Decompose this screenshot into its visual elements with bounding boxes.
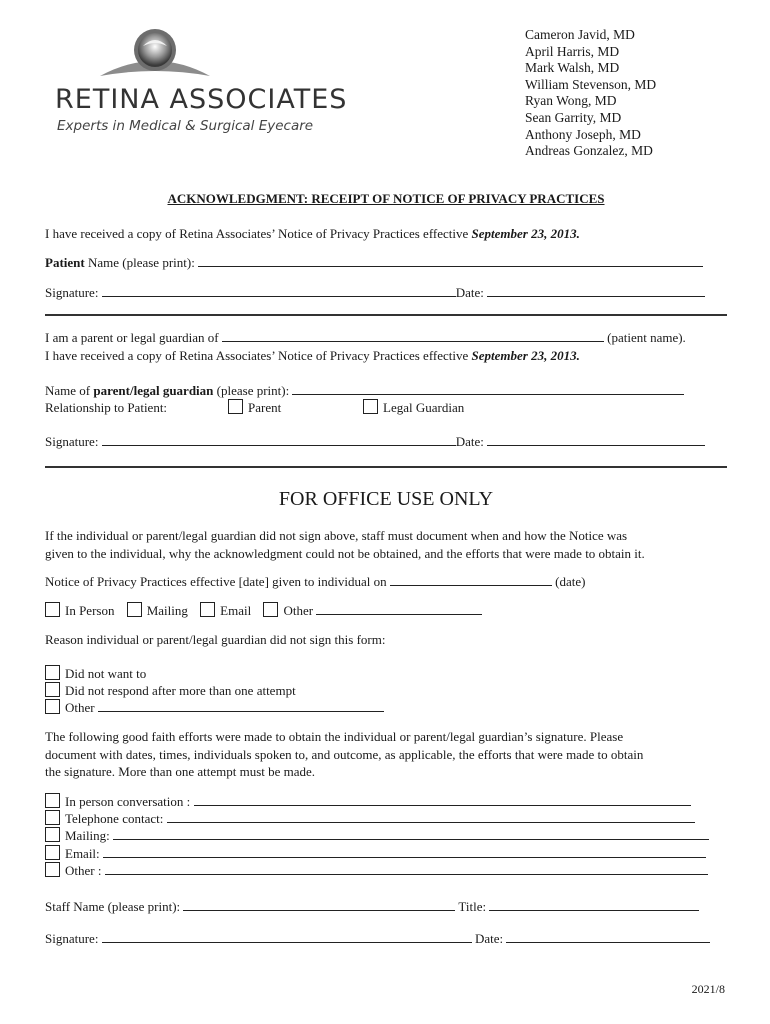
effective-date: September 23, 2013. [471, 226, 580, 241]
staff-title-field[interactable] [489, 898, 699, 911]
reason-list [45, 665, 384, 716]
notice-given-row [45, 573, 585, 590]
mailing-checkbox[interactable] [127, 602, 142, 617]
office-intro-line: If the individual or parent/legal guardian did not sign above, staff must document when and how the Notice was [45, 528, 628, 543]
acknowledgment-title: ACKNOWLEDGMENT: RECEIPT OF NOTICE OF PRIVACY PRACTICES [167, 191, 605, 206]
signature-label: Signature: [45, 285, 99, 300]
effort-field[interactable] [167, 810, 695, 823]
doctor-name: Anthony Joseph, MD [525, 126, 641, 142]
notice-suffix: (date) [555, 574, 586, 589]
reason-checkbox[interactable] [45, 665, 60, 680]
efforts-line: the signature. More than one attempt must be made. [45, 764, 316, 779]
efforts-line: The following good faith efforts were made to obtain the individual or parent/legal guardian’s signature. Please [45, 729, 624, 744]
patient-date-field[interactable] [487, 284, 705, 297]
name-suffix: (please print): [216, 383, 290, 398]
staff-signature-field[interactable] [102, 930, 472, 943]
delivery-methods-row [45, 602, 482, 619]
guardian-patient-name-field[interactable] [222, 329, 604, 342]
guardian-label-bold: parent/legal guardian [93, 383, 214, 398]
effort-item[interactable] [45, 862, 709, 879]
reason-label: Reason individual or parent/legal guardian did not sign this form: [45, 632, 386, 647]
date-label: Date: [474, 931, 504, 946]
efforts-list [45, 793, 709, 879]
guardian-of-row [45, 329, 686, 346]
effort-label: Email: [65, 845, 100, 861]
reason-text: Did not want to [65, 666, 147, 681]
patient-label-bold: Patient [45, 255, 85, 270]
guardian-signature-field[interactable] [102, 433, 456, 446]
patient-name-label: Name (please print): [87, 255, 195, 270]
eye-logo-icon [95, 26, 215, 82]
doctor-name: Andreas Gonzalez, MD [525, 143, 653, 159]
received-text: I have received a copy of Retina Associates’ Notice of Privacy Practices effective [45, 348, 469, 363]
section-divider [45, 314, 727, 316]
relationship-label: Relationship to Patient: [45, 400, 168, 415]
effort-item[interactable] [45, 845, 709, 862]
name-prefix: Name of [45, 383, 91, 398]
staff-signature-row [45, 930, 710, 947]
signature-label: Signature: [45, 931, 99, 946]
guardian-name-field[interactable] [292, 382, 684, 395]
reason-text: Other [65, 700, 95, 715]
effort-label: Telephone contact: [65, 811, 164, 827]
guardian-signature-row [45, 433, 705, 450]
office-intro-line: given to the individual, why the acknowledgment could not be obtained, and the efforts that were made to obtain it. [45, 545, 645, 561]
doctor-name: April Harris, MD [525, 43, 620, 59]
effort-item[interactable] [45, 810, 709, 827]
office-use-title: FOR OFFICE USE ONLY [278, 488, 494, 510]
legal-guardian-option[interactable] [363, 399, 464, 416]
parent-suffix: (patient name). [607, 330, 686, 345]
effort-label: Mailing: [65, 828, 110, 844]
effort-field[interactable] [194, 793, 691, 806]
reason-item[interactable] [45, 665, 384, 682]
notice-date-field[interactable] [390, 573, 552, 586]
other-method-field[interactable] [316, 602, 482, 615]
effort-checkbox[interactable] [45, 810, 60, 825]
doctor-name: Sean Garrity, MD [525, 109, 622, 125]
method-label: Other [283, 603, 314, 618]
parent-option[interactable] [228, 399, 281, 416]
method-mailing[interactable] [127, 603, 188, 618]
effort-field[interactable] [113, 827, 709, 840]
effort-checkbox[interactable] [45, 845, 60, 860]
staff-name-field[interactable] [183, 898, 455, 911]
doctor-list [525, 27, 656, 160]
legal-guardian-checkbox[interactable] [363, 399, 378, 414]
staff-date-field[interactable] [506, 930, 710, 943]
guardian-received-statement [45, 347, 580, 364]
method-label: Email [220, 603, 252, 618]
effective-date: September 23, 2013. [471, 348, 580, 363]
title-label: Title: [458, 899, 487, 914]
date-label: Date: [455, 434, 484, 449]
office-intro [45, 527, 645, 562]
revision-number: 2021/8 [691, 982, 725, 996]
ack-received-statement [45, 225, 580, 242]
doctor-name: William Stevenson, MD [525, 76, 657, 92]
relationship-row [45, 399, 545, 416]
patient-name-row [45, 254, 703, 271]
effort-checkbox[interactable] [45, 793, 60, 808]
parent-option-label: Parent [248, 400, 282, 415]
guardian-date-field[interactable] [487, 433, 705, 446]
email-checkbox[interactable] [200, 602, 215, 617]
effort-label: In person conversation : [65, 794, 191, 809]
parent-prefix: I am a parent or legal guardian of [45, 330, 219, 345]
effort-item[interactable] [45, 793, 709, 810]
method-in-person[interactable] [45, 603, 114, 618]
effort-checkbox[interactable] [45, 862, 60, 877]
efforts-instructions [45, 728, 643, 781]
effort-label: Other : [65, 862, 102, 878]
effort-field[interactable] [105, 862, 708, 875]
other-method-checkbox[interactable] [263, 602, 278, 617]
method-label: Mailing [146, 603, 188, 618]
effort-field[interactable] [103, 845, 706, 858]
reason-item[interactable] [45, 682, 384, 699]
retina-associates-logo [55, 26, 365, 138]
parent-checkbox[interactable] [228, 399, 243, 414]
reason-checkbox[interactable] [45, 682, 60, 697]
doctor-name: Cameron Javid, MD [525, 27, 635, 42]
notice-label: Notice of Privacy Practices effective [date] given to individual on [45, 574, 387, 589]
doctor-name: Ryan Wong, MD [525, 93, 617, 109]
patient-name-field[interactable] [198, 254, 703, 267]
logo-tagline: Experts in Medical & Surgical Eyecare [57, 118, 314, 134]
effort-checkbox[interactable] [45, 827, 60, 842]
patient-signature-field[interactable] [102, 284, 456, 297]
signature-label: Signature: [45, 434, 99, 449]
effort-item[interactable] [45, 827, 709, 844]
method-email[interactable] [200, 603, 251, 618]
reason-checkbox[interactable] [45, 699, 60, 714]
efforts-line: document with dates, times, individuals spoken to, and outcome, as applicable, the efforts that were made to obtain [45, 746, 644, 762]
section-divider [45, 466, 727, 468]
other-reason-field[interactable] [98, 699, 384, 712]
doctor-name: Mark Walsh, MD [525, 60, 620, 76]
reason-text: Did not respond after more than one attempt [65, 683, 296, 698]
staff-name-label: Staff Name (please print): [45, 899, 181, 914]
date-label: Date: [455, 285, 484, 300]
guardian-name-row [45, 382, 684, 399]
patient-signature-row [45, 284, 705, 301]
method-other[interactable] [263, 603, 313, 618]
reason-item[interactable] [45, 699, 384, 716]
logo-name: RETINA ASSOCIATES [55, 84, 348, 115]
staff-name-row [45, 898, 699, 915]
in-person-checkbox[interactable] [45, 602, 60, 617]
method-label: In Person [65, 603, 115, 618]
received-text: I have received a copy of Retina Associates’ Notice of Privacy Practices effective [45, 226, 469, 241]
legal-guardian-option-label: Legal Guardian [383, 400, 465, 415]
